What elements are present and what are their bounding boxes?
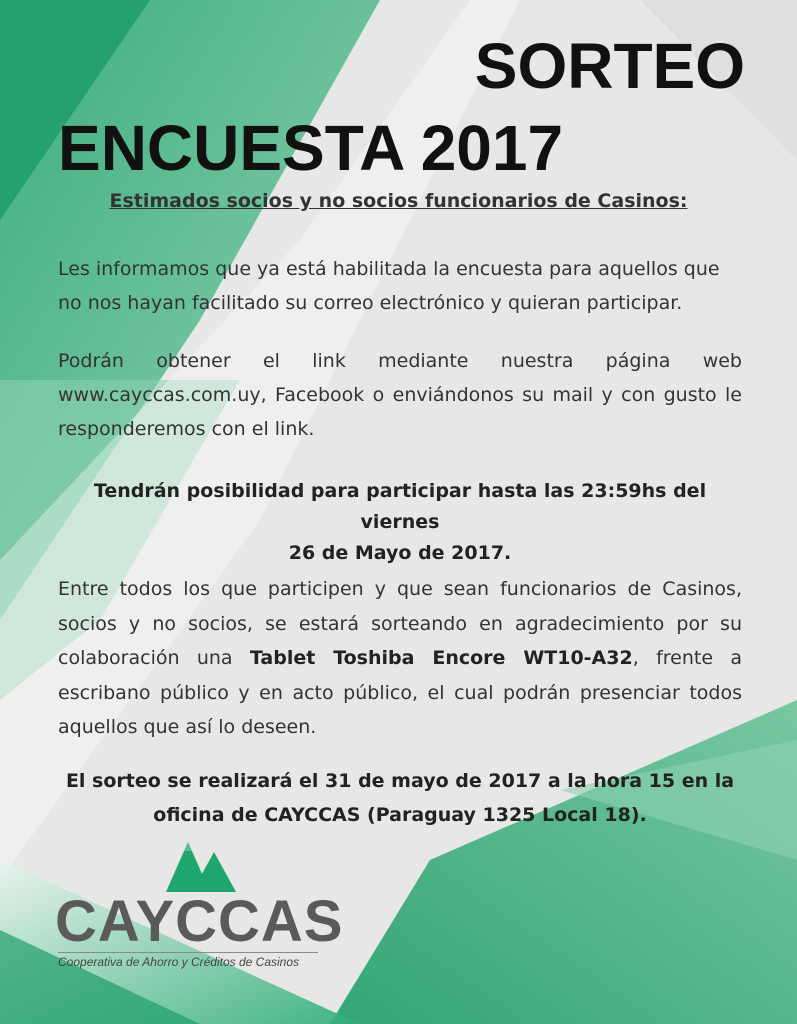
prize-text-after: , frente a escribano público y en acto público, el cual podrán presenciar todos aquellos que así lo deseen. [58,647,742,738]
prize-text-before: Entre todos los que participen y que sean funcionarios de Casinos, socios y no socios, se estará sorteando en agradecimiento por su colaboración una [58,578,742,669]
greeting-heading: Estimados socios y no socios funcionarios de Casinos: [109,190,688,212]
title-sorteo: SORTEO [474,30,745,102]
prize-name: Tablet Toshiba Encore WT10-A32 [249,647,633,669]
logo-tagline: Cooperativa de Ahorro y Créditos de Casinos [58,952,318,969]
paragraph-survey-enabled: Les informamos que ya está habilitada la encuesta para aquellos que no nos hayan facilitado su correo electrónico y quieran participar. [58,258,720,314]
paragraph-deadline [58,476,742,569]
paragraph-link-info: Podrán obtener el link mediante nuestra página web www.cayccas.com.uy, Facebook o enviándonos su mail y con gusto le responderemos con el link. [58,350,742,440]
mountain-peaks-icon [166,842,236,894]
logo-wordmark: CAYCCAS [55,889,344,954]
paragraph-prize [58,572,742,745]
deadline-line-2: 26 de Mayo de 2017. [288,542,512,564]
paragraph-draw-date [58,764,742,832]
deadline-line-1: Tendrán posibilidad para participar hasta las 23:59hs del viernes [93,480,707,533]
draw-line-2: oficina de CAYCCAS (Paraguay 1325 Local 18). [153,804,647,826]
title-encuesta: ENCUESTA 2017 [58,112,564,184]
draw-line-1: El sorteo se realizará el 31 de mayo de 2017 a la hora 15 en la [65,770,735,792]
